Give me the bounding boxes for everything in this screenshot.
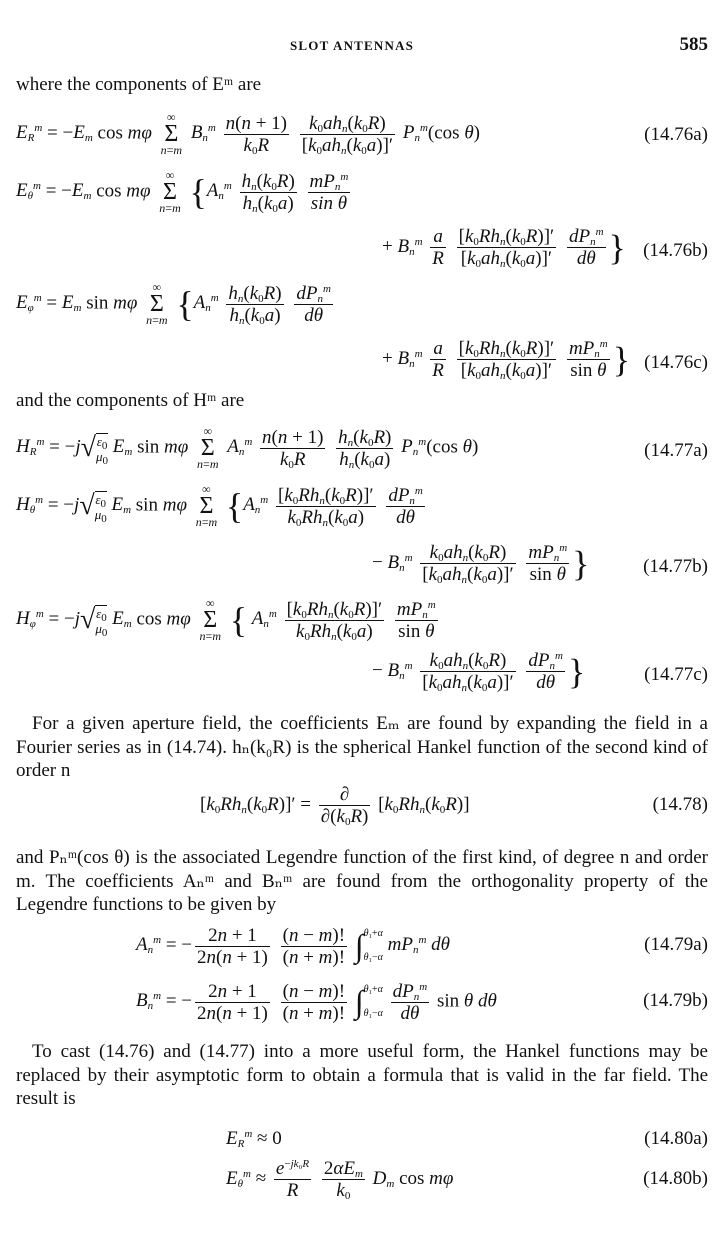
eq-number-14-76b: (14.76b) [643, 240, 708, 261]
equation-14-77b-line1: $H_\theta^m = -j√\varepsilon_0$ $\mu_0$ $E_m$ sin mφ ∞ Σ n=m {$A_n^m$ $[k_0Rh_n(k_0R)]'$ $k_0Rh_n(k_0a)$ $dP_n^m$ dθ [16, 482, 423, 529]
paragraph-3: To cast (14.76) and (14.77) into a more useful form, the Hankel functions may be replaced by their asymptotic form to obtain a formula that is valid in the far field. The result is [16, 1041, 708, 1109]
eq-number-14-80a: (14.80a) [644, 1128, 708, 1149]
equation-14-78: $[k_0Rh_n(k_0R)]'$ = ∂ $\partial(k_0R)$ $[k_0Rh_n(k_0R)]$ [200, 784, 470, 828]
equation-14-80a: $E_R^m \approx 0$ [226, 1128, 282, 1150]
equation-14-76a: $E_R^m = -E_m$ cos mφ ∞ Σ n=m $B_n^m$ $\frac{n(n + 1)}{k_0R}$ $k_0ah_n(k_0R)$ $[k_0ah_n(k_0a)]'$ $P_n^m(\cos$ θ) [16, 110, 480, 157]
intro-e-text: where the components of Eᵐ are [16, 74, 262, 95]
equation-14-76c-line2: + $B_n^m$ $\frac{a}{R}$ $[k_0Rh_n(k_0R)]'$ $[k_0ah_n(k_0a)]'$ $mP_n^m$ sin θ } [382, 338, 631, 382]
equation-14-77c-line2: − $B_n^m$ $k_0ah_n(k_0R)$ $[k_0ah_n(k_0a)]'$ $dP_n^m$ dθ } [372, 650, 586, 694]
equation-14-76b-line1: $E_\theta^m = -E_m$ cos mφ ∞ Σ n=m {$A_n^m$ $\frac{h_n(k_0R)}{h_n(k_0a)}$ $mP_n^m$ sin θ [16, 168, 349, 215]
equation-14-79a: $A_n^m$ = − $\frac{2n + 1}{2n(n + 1)}$ $\frac{(n - m)!}{(n + m)!}$ ∫ θ₁+α θ₁−α $mP_n^m$ dθ [136, 924, 451, 968]
equation-14-76b-line2: + $B_n^m$ $\frac{a}{R}$ $[k_0Rh_n(k_0R)]'$ $[k_0ah_n(k_0a)]'$ $dP_n^m$ dθ } [382, 226, 626, 270]
running-header: SLOT ANTENNAS [290, 38, 415, 53]
eq-number-14-78: (14.78) [652, 794, 708, 815]
intro-h-text: and the components of Hᵐ are [16, 390, 245, 411]
equation-14-79b: $B_n^m$ = − $\frac{2n + 1}{2n(n + 1)}$ $\frac{(n - m)!}{(n + m)!}$ ∫ θ₁+α θ₁−α $dP_n^m$ dθ sin θ dθ [136, 980, 497, 1024]
equation-14-77a: $H_R^m = -j√\varepsilon_0$ $\mu_0$ $E_m$ sin mφ ∞ Σ n=m $A_n^m$ $\frac{n(n + 1)}{k_0R}$ $\frac{h_n(k_0R)}{h_n(k_0a)}$ $P_n^m(\cos$ θ) [16, 424, 479, 471]
paragraph-2: and Pₙᵐ(cos θ) is the associated Legendre function of the first kind, of degree n and order m. The coefficients Aₙᵐ and Bₙᵐ are found from the orthogonality property of the Legendre functions to be given by [16, 847, 708, 915]
eq-number-14-77a: (14.77a) [644, 440, 708, 461]
equation-14-77b-line2: − $B_n^m$ $k_0ah_n(k_0R)$ $[k_0ah_n(k_0a)]'$ $mP_n^m$ sin θ } [372, 542, 590, 586]
page-number: 585 [679, 34, 708, 55]
eq-number-14-79b: (14.79b) [643, 990, 708, 1011]
eq-number-14-77b: (14.77b) [643, 556, 708, 577]
eq-number-14-79a: (14.79a) [644, 934, 708, 955]
eq-number-14-76a: (14.76a) [644, 124, 708, 145]
equation-14-77c-line1: $H_\varphi^m = -j√\varepsilon_0$ $\mu_0$ $E_m$ cos mφ ∞ Σ n=m { $A_n^m$ $[k_0Rh_n(k_0R)]'$ $k_0Rh_n(k_0a)$ $mP_n^m$ sin θ [16, 596, 436, 643]
eq-number-14-77c: (14.77c) [644, 664, 708, 685]
paragraph-1: For a given aperture field, the coefficients Eₘ are found by expanding the field in a Fourier series as in (14.74). hₙ(k₀R) is the spherical Hankel function of the second kind of order n [16, 713, 708, 781]
eq-number-14-76c: (14.76c) [644, 352, 708, 373]
equation-14-76c-line1: $E_\varphi^m = E_m$ sin mφ ∞ Σ n=m {$A_n^m$ $\frac{h_n(k_0R)}{h_n(k_0a)}$ $dP_n^m$ dθ [16, 280, 331, 327]
eq-number-14-80b: (14.80b) [643, 1168, 708, 1189]
equation-14-80b: $E_\theta^m$ ≈ $\frac{e^{-jk_0R}}{R}$ $2\alpha E_m$ $k_0$ $D_m$ cos mφ [226, 1158, 454, 1202]
